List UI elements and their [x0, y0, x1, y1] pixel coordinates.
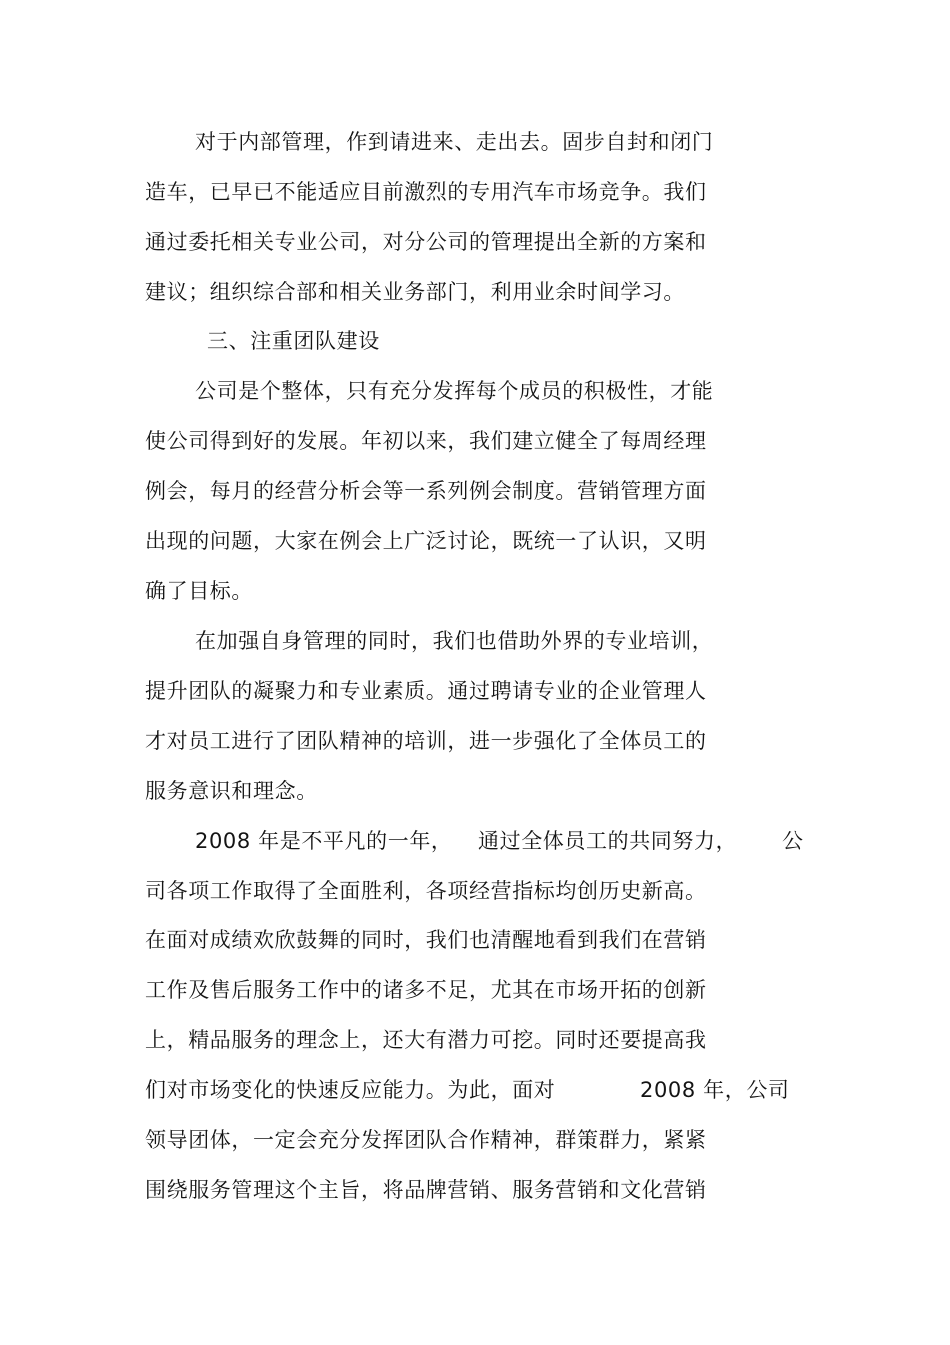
text-line: 领导团体，一定会充分发挥团队合作精神，群策群力，紧紧	[145, 1128, 707, 1152]
text-line: 才对员工进行了团队精神的培训，进一步强化了全体员工的	[145, 729, 707, 753]
text-line: 公司是个整体，只有充分发挥每个成员的积极性，才能	[195, 379, 714, 403]
text-segment: 们对市场变化的快速反应能力。为此，面对	[145, 1078, 556, 1102]
text-line: 使公司得到好的发展。年初以来，我们建立健全了每周经理	[145, 429, 707, 453]
section-heading: 三、注重团队建设	[207, 329, 380, 353]
text-line: 司各项工作取得了全面胜利，各项经营指标均创历史新高。	[145, 879, 707, 903]
text-line: 提升团队的凝聚力和专业素质。通过聘请专业的企业管理人	[145, 679, 707, 703]
text-line: 工作及售后服务工作中的诸多不足，尤其在市场开拓的创新	[145, 978, 707, 1002]
text-line: 围绕服务管理这个主旨，将品牌营销、服务营销和文化营销	[145, 1178, 707, 1202]
text-line: 对于内部管理，作到请进来、走出去。固步自封和闭门	[195, 130, 714, 154]
text-segment: 2008 年，公司	[640, 1078, 790, 1102]
text-line: 出现的问题，大家在例会上广泛讨论，既统一了认识，又明	[145, 529, 707, 553]
text-line: 造车，已早已不能适应目前激烈的专用汽车市场竞争。我们	[145, 180, 707, 204]
text-segment: 通过全体员工的共同努力，	[478, 829, 738, 853]
text-segment: 2008 年是不平凡的一年，	[195, 829, 453, 853]
text-line: 在加强自身管理的同时，我们也借助外界的专业培训，	[195, 629, 714, 653]
text-line	[0, 826, 950, 856]
text-line: 建议；组织综合部和相关业务部门，利用业余时间学习。	[145, 280, 685, 304]
text-line: 服务意识和理念。	[145, 779, 318, 803]
text-line: 通过委托相关专业公司，对分公司的管理提出全新的方案和	[145, 230, 707, 254]
text-line: 确了目标。	[145, 579, 253, 603]
text-line: 上，精品服务的理念上，还大有潜力可挖。同时还要提高我	[145, 1028, 707, 1052]
text-line: 例会，每月的经营分析会等一系列例会制度。营销管理方面	[145, 479, 707, 503]
text-line: 在面对成绩欢欣鼓舞的同时，我们也清醒地看到我们在营销	[145, 928, 707, 952]
text-segment: 公	[782, 829, 804, 853]
text-line	[0, 1075, 950, 1105]
